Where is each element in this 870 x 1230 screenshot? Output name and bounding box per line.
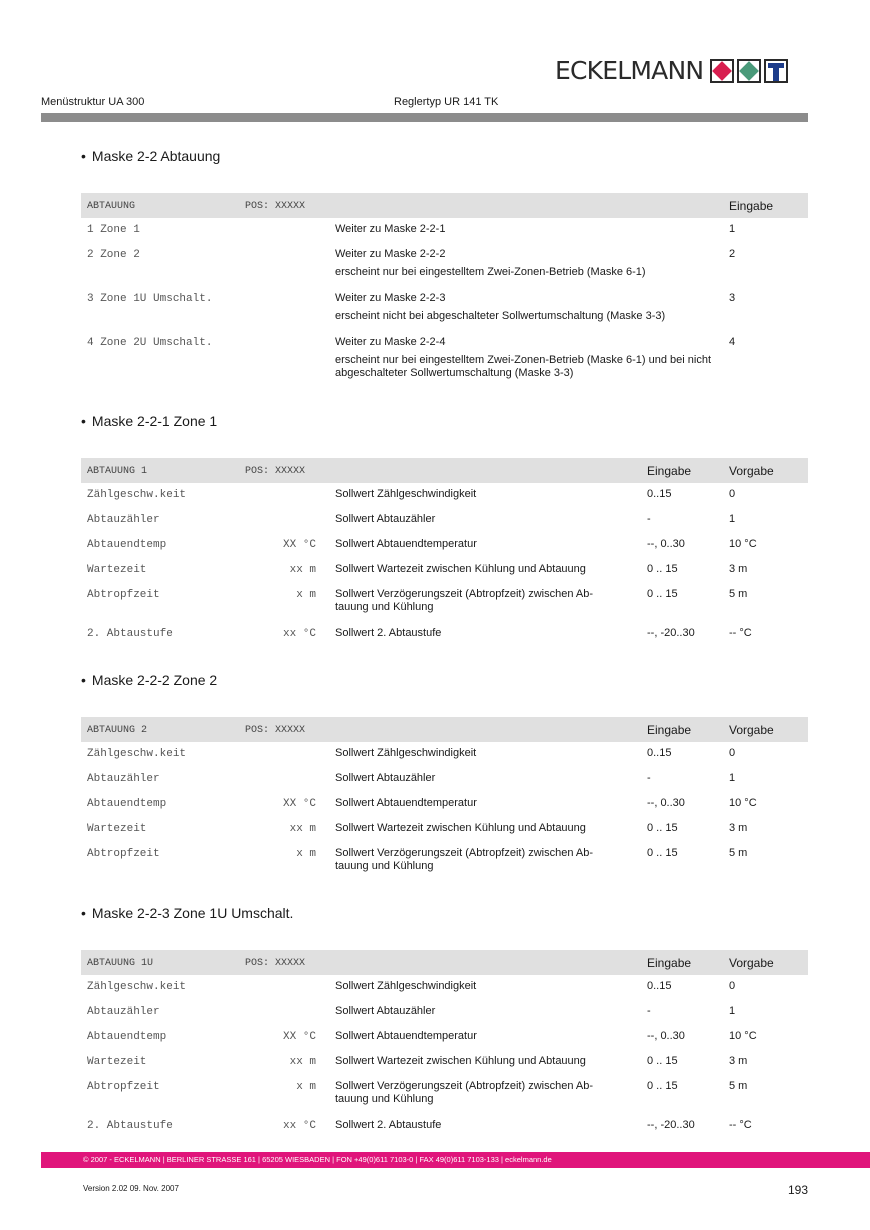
table-row (81, 1075, 808, 1114)
row-description-note: erscheint nicht bei abgeschalteter Sollwertumschaltung (Maske 3-3) (335, 310, 666, 322)
param-name: Wartezeit (87, 823, 147, 835)
section-title-text: Maske 2-2-3 Zone 1U Umschalt. (91, 905, 294, 921)
row-description (335, 292, 715, 323)
table-header (81, 193, 808, 218)
logo-green-diamond-icon (737, 59, 761, 83)
row-default: 0 (729, 980, 736, 992)
row-description: Sollwert Abtauendtemperatur (335, 1030, 477, 1042)
row-description: Sollwert Zählgeschwindigkeit (335, 980, 477, 992)
row-default: 10 °C (729, 797, 757, 809)
row-default: 3 m (729, 822, 748, 834)
param-name: Abtauendtemp (87, 798, 167, 810)
table-row (81, 287, 808, 331)
row-input-range: 0..15 (647, 747, 672, 759)
row-description: Sollwert Abtauendtemperatur (335, 797, 477, 809)
row-description: Sollwert Wartezeit zwischen Kühlung und Abtauung (335, 1055, 586, 1067)
param-name: Abtropfzeit (87, 1081, 160, 1093)
table-maske-2-2-2 (81, 717, 808, 881)
table-row (81, 1050, 808, 1075)
row-description (335, 248, 715, 279)
param-name: Abtauendtemp (87, 539, 167, 551)
row-input-range: --, -20..30 (647, 627, 695, 639)
table-row (81, 483, 808, 508)
param-name: 2 Zone 2 (87, 249, 140, 261)
row-description: Sollwert Verzögerungszeit (Abtropfzeit) zwischen Ab-tauung und Kühlung (335, 1080, 594, 1105)
param-name: Zählgeschw.keit (87, 748, 187, 760)
row-default: 10 °C (729, 1030, 757, 1042)
param-name: 2. Abtaustufe (87, 628, 173, 640)
row-input-range: 0 .. 15 (647, 1055, 678, 1067)
param-unit: xx m (289, 823, 316, 835)
header-pos: POS: XXXXX (245, 958, 306, 969)
row-input-range: - (647, 1005, 651, 1017)
row-default: 5 m (729, 847, 748, 859)
eckelmann-logo (555, 56, 788, 86)
header-divider (41, 113, 808, 122)
logo-blue-t-icon (764, 59, 788, 83)
param-name: Abtauzähler (87, 514, 160, 526)
param-name: Abtropfzeit (87, 848, 160, 860)
row-input: 2 (729, 248, 736, 260)
logo-red-diamond-icon (710, 59, 734, 83)
row-default: -- °C (729, 627, 752, 639)
table-row (81, 243, 808, 287)
table-header (81, 458, 808, 483)
section-title-text: Maske 2-2-2 Zone 2 (91, 672, 218, 688)
header-pos: POS: XXXXX (245, 201, 306, 212)
header-mask-name: ABTAUUNG 2 (87, 725, 148, 736)
header-vorgabe: Vorgabe (729, 464, 774, 478)
footer-contact-bar (41, 1152, 870, 1168)
param-unit: xx m (289, 564, 316, 576)
row-input-range: --, -20..30 (647, 1119, 695, 1131)
row-description: Sollwert Verzögerungszeit (Abtropfzeit) zwischen Ab-tauung und Kühlung (335, 588, 594, 613)
table-maske-2-2-1 (81, 458, 808, 647)
row-input-range: 0..15 (647, 980, 672, 992)
param-unit: x m (296, 589, 316, 601)
header-eingabe: Eingabe (729, 199, 774, 213)
param-name: Zählgeschw.keit (87, 981, 187, 993)
param-name: Abtauzähler (87, 1006, 160, 1018)
row-description: Sollwert Abtauzähler (335, 772, 436, 784)
footer-version: Version 2.02 09. Nov. 2007 (83, 1184, 179, 1193)
row-description: Sollwert 2. Abtaustufe (335, 1119, 442, 1131)
header-eingabe: Eingabe (647, 956, 692, 970)
table-row (81, 583, 808, 622)
table-row (81, 1114, 808, 1139)
table-row (81, 218, 808, 243)
param-unit: XX °C (282, 798, 316, 810)
row-input-range: 0 .. 15 (647, 847, 678, 859)
param-unit: XX °C (282, 1031, 316, 1043)
page-number: 193 (788, 1183, 809, 1197)
row-input-range: 0 .. 15 (647, 822, 678, 834)
row-description-main: Weiter zu Maske 2-2-3 (335, 292, 446, 304)
section-title-maske-2-2-1: • Maske 2-2-1 Zone 1 (81, 413, 218, 429)
table-row (81, 331, 808, 391)
row-default: 1 (729, 1005, 736, 1017)
header-mask-name: ABTAUUNG 1U (87, 958, 154, 969)
header-eingabe: Eingabe (647, 464, 692, 478)
row-description-main: Weiter zu Maske 2-2-4 (335, 336, 446, 348)
table-row (81, 742, 808, 767)
row-input-range: --, 0..30 (647, 538, 685, 550)
param-name: Zählgeschw.keit (87, 489, 187, 501)
param-name: Abtauzähler (87, 773, 160, 785)
table-row (81, 842, 808, 881)
table-row (81, 767, 808, 792)
header-doc-title: Menüstruktur UA 300 (41, 96, 145, 108)
header-vorgabe: Vorgabe (729, 723, 774, 737)
logo-icon (710, 59, 788, 83)
header-mask-name: ABTAUUNG 1 (87, 466, 148, 477)
row-description: Sollwert Abtauzähler (335, 1005, 436, 1017)
param-unit: x m (296, 1081, 316, 1093)
row-input-range: 0 .. 15 (647, 1080, 678, 1092)
row-input-range: 0..15 (647, 488, 672, 500)
table-row (81, 792, 808, 817)
header-pos: POS: XXXXX (245, 725, 306, 736)
table-header (81, 950, 808, 975)
param-name: Abtropfzeit (87, 589, 160, 601)
section-title-text: Maske 2-2-1 Zone 1 (91, 413, 218, 429)
param-unit: x m (296, 848, 316, 860)
param-name: 1 Zone 1 (87, 224, 140, 236)
param-name: Wartezeit (87, 1056, 147, 1068)
param-unit: xx °C (282, 1120, 316, 1132)
row-description: Weiter zu Maske 2-2-1 (335, 223, 446, 235)
row-description-main: Weiter zu Maske 2-2-2 (335, 248, 446, 260)
param-name: Abtauendtemp (87, 1031, 167, 1043)
header-vorgabe: Vorgabe (729, 956, 774, 970)
table-maske-2-2-3 (81, 950, 808, 1139)
row-default: 1 (729, 513, 736, 525)
row-description: Sollwert Zählgeschwindigkeit (335, 747, 477, 759)
section-title-maske-2-2-2: • Maske 2-2-2 Zone 2 (81, 672, 218, 688)
header-mask-name: ABTAUUNG (87, 201, 136, 212)
row-description-note: erscheint nur bei eingestelltem Zwei-Zonen-Betrieb (Maske 6-1) (335, 266, 646, 278)
row-description: Sollwert Zählgeschwindigkeit (335, 488, 477, 500)
table-row (81, 975, 808, 1000)
header-eingabe: Eingabe (647, 723, 692, 737)
row-input: 4 (729, 336, 736, 348)
table-row (81, 558, 808, 583)
param-name: 3 Zone 1U Umschalt. (87, 293, 213, 305)
row-input-range: - (647, 513, 651, 525)
section-title-maske-2-2-3: • Maske 2-2-3 Zone 1U Umschalt. (81, 905, 294, 921)
row-default: 5 m (729, 1080, 748, 1092)
row-default: 10 °C (729, 538, 757, 550)
footer-contact-text: © 2007 - ECKELMANN | BERLINER STRASSE 161 | 65205 WIESBADEN | FON +49(0)611 7103-0 | FAX 49(0)611 7103-133 | eckelmann.de (83, 1155, 552, 1164)
row-default: 0 (729, 747, 736, 759)
row-description: Sollwert Verzögerungszeit (Abtropfzeit) zwischen Ab-tauung und Kühlung (335, 847, 594, 872)
table-row (81, 817, 808, 842)
table-row (81, 1025, 808, 1050)
param-unit: xx °C (282, 628, 316, 640)
row-description (335, 336, 715, 380)
table-maske-2-2 (81, 193, 808, 391)
param-name: Wartezeit (87, 564, 147, 576)
row-input-range: 0 .. 15 (647, 588, 678, 600)
section-title-text: Maske 2-2 Abtauung (91, 148, 221, 164)
row-description: Sollwert Abtauzähler (335, 513, 436, 525)
header-controller-type: Reglertyp UR 141 TK (394, 96, 499, 108)
row-description: Sollwert Wartezeit zwischen Kühlung und Abtauung (335, 822, 586, 834)
row-input-range: --, 0..30 (647, 1030, 685, 1042)
section-title-maske-2-2: • Maske 2-2 Abtauung (81, 148, 221, 164)
row-description: Sollwert Abtauendtemperatur (335, 538, 477, 550)
param-unit: XX °C (282, 539, 316, 551)
param-name: 2. Abtaustufe (87, 1120, 173, 1132)
row-default: 3 m (729, 1055, 748, 1067)
header-pos: POS: XXXXX (245, 466, 306, 477)
row-description-note: erscheint nur bei eingestelltem Zwei-Zonen-Betrieb (Maske 6-1) und bei nicht abgeschalteter Sollwertumschaltung (Maske 3-3) (335, 354, 712, 379)
row-input-range: 0 .. 15 (647, 563, 678, 575)
row-default: 5 m (729, 588, 748, 600)
table-row (81, 622, 808, 647)
table-row (81, 533, 808, 558)
logo-text: ECKELMANN (555, 56, 704, 85)
row-input-range: - (647, 772, 651, 784)
row-description: Sollwert 2. Abtaustufe (335, 627, 442, 639)
row-description: Sollwert Wartezeit zwischen Kühlung und Abtauung (335, 563, 586, 575)
row-input: 1 (729, 223, 736, 235)
row-input: 3 (729, 292, 736, 304)
row-input-range: --, 0..30 (647, 797, 685, 809)
table-row (81, 1000, 808, 1025)
row-default: 1 (729, 772, 736, 784)
param-unit: xx m (289, 1056, 316, 1068)
row-default: 0 (729, 488, 736, 500)
row-default: -- °C (729, 1119, 752, 1131)
table-row (81, 508, 808, 533)
row-default: 3 m (729, 563, 748, 575)
table-header (81, 717, 808, 742)
param-name: 4 Zone 2U Umschalt. (87, 337, 213, 349)
